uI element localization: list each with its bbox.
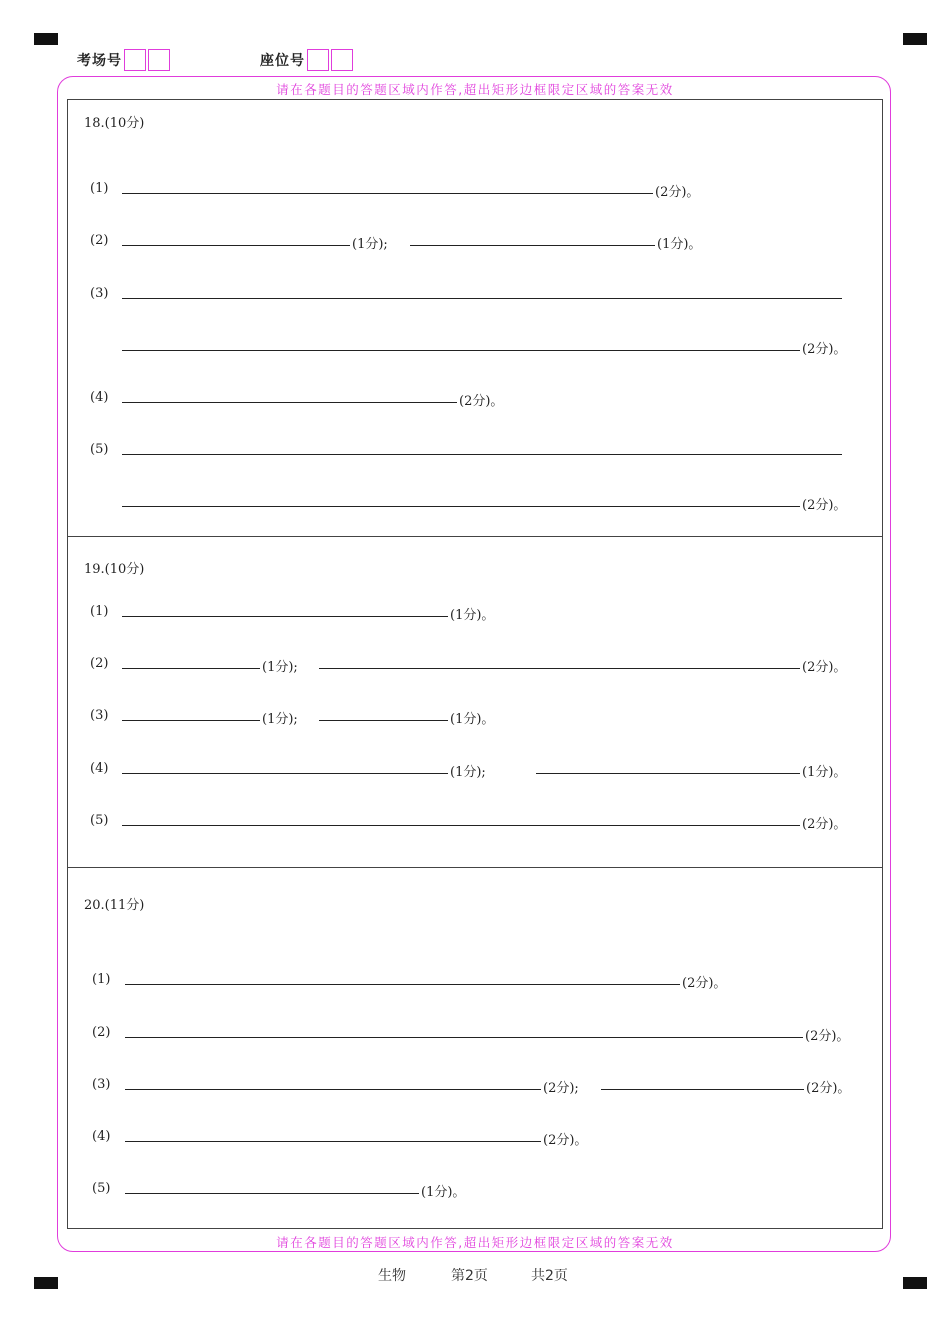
q19-sub-5-answer-line[interactable]: [122, 825, 800, 826]
q19-sub-3-score-a: (1分);: [262, 712, 298, 727]
q20-sub-5-answer-line[interactable]: [125, 1193, 419, 1194]
question-20-title: 20.(11分): [84, 898, 145, 913]
q19-sub-5-label: (5): [90, 813, 109, 828]
q19-sub-4-answer-line-a[interactable]: [122, 773, 448, 774]
q20-sub-4-score: (2分)。: [543, 1133, 588, 1148]
exam-room-label: 考场号: [77, 53, 122, 69]
q19-sub-1-answer-line[interactable]: [122, 616, 448, 617]
q20-sub-3-answer-line-a[interactable]: [125, 1089, 541, 1090]
q18-sub-1: [0, 181, 950, 199]
q18-sub-5-answer-line-2[interactable]: [122, 506, 800, 507]
q18-sub-3-cont: [0, 338, 950, 356]
seat-field: [260, 49, 353, 71]
q19-sub-2-answer-line-b[interactable]: [319, 668, 800, 669]
q18-sub-2: [0, 233, 950, 251]
q20-sub-1-answer-line[interactable]: [125, 984, 680, 985]
q18-sub-2-score-a: (1分);: [352, 237, 388, 252]
q19-sub-4-answer-line-b[interactable]: [536, 773, 800, 774]
q19-sub-2-score-b: (2分)。: [802, 660, 847, 675]
q18-sub-5-label: (5): [90, 442, 109, 457]
corner-mark-top-left: [34, 33, 58, 45]
seat-box-2[interactable]: [331, 49, 353, 71]
q20-sub-3: [0, 1077, 950, 1095]
corner-mark-bottom-right: [903, 1277, 927, 1289]
q20-sub-3-score-b: (2分)。: [806, 1081, 851, 1096]
q18-sub-4-score: (2分)。: [459, 394, 504, 409]
footer-total: 共2页: [531, 1268, 568, 1284]
seat-box-1[interactable]: [307, 49, 329, 71]
corner-mark-top-right: [903, 33, 927, 45]
q18-sub-3-score: (2分)。: [802, 342, 847, 357]
q20-sub-1-score: (2分)。: [682, 976, 727, 991]
q20-sub-4-label: (4): [92, 1129, 111, 1144]
q20-sub-2-score: (2分)。: [805, 1029, 850, 1044]
q18-sub-5-cont: [0, 494, 950, 512]
q18-sub-5-score: (2分)。: [802, 498, 847, 513]
footer-subject: 生物: [378, 1268, 406, 1284]
divider-18-19: [67, 536, 883, 537]
exam-room-field: [77, 49, 170, 71]
q20-sub-3-label: (3): [92, 1077, 111, 1092]
footer-page: 第2页: [451, 1268, 488, 1284]
q18-sub-3-label: (3): [90, 286, 109, 301]
q20-sub-2-label: (2): [92, 1025, 111, 1040]
q18-sub-3-answer-line-1[interactable]: [122, 298, 842, 299]
q20-sub-4-answer-line[interactable]: [125, 1141, 541, 1142]
q19-sub-3-answer-line-a[interactable]: [122, 720, 260, 721]
q19-sub-4: [0, 761, 950, 779]
q18-sub-3: [0, 286, 950, 304]
q19-sub-3-score-b: (1分)。: [450, 712, 495, 727]
q20-sub-5-score: (1分)。: [421, 1185, 466, 1200]
notice-bottom: 请在各题目的答题区域内作答,超出矩形边框限定区域的答案无效: [276, 1235, 674, 1250]
exam-room-box-1[interactable]: [124, 49, 146, 71]
q19-sub-4-score-a: (1分);: [450, 765, 486, 780]
q18-sub-1-answer-line[interactable]: [122, 193, 653, 194]
corner-mark-bottom-left: [34, 1277, 58, 1289]
q19-sub-5-score: (2分)。: [802, 817, 847, 832]
q18-sub-5: [0, 442, 950, 460]
q18-sub-5-answer-line-1[interactable]: [122, 454, 842, 455]
q20-sub-1-label: (1): [92, 972, 111, 987]
q19-sub-2-answer-line-a[interactable]: [122, 668, 260, 669]
q19-sub-4-label: (4): [90, 761, 109, 776]
q20-sub-2-answer-line[interactable]: [125, 1037, 803, 1038]
q19-sub-4-score-b: (1分)。: [802, 765, 847, 780]
q20-sub-1: [0, 972, 950, 990]
q19-sub-3-label: (3): [90, 708, 109, 723]
question-18-title: 18.(10分): [84, 116, 145, 131]
q18-sub-2-answer-line-a[interactable]: [122, 245, 350, 246]
q18-sub-3-answer-line-2[interactable]: [122, 350, 800, 351]
q19-sub-2-score-a: (1分);: [262, 660, 298, 675]
q20-sub-5: [0, 1181, 950, 1199]
q18-sub-4: [0, 390, 950, 408]
q18-sub-2-score-b: (1分)。: [657, 237, 702, 252]
question-19-title: 19.(10分): [84, 562, 145, 577]
exam-room-box-2[interactable]: [148, 49, 170, 71]
divider-19-20: [67, 867, 883, 868]
notice-top: 请在各题目的答题区域内作答,超出矩形边框限定区域的答案无效: [276, 82, 674, 97]
q19-sub-3: [0, 708, 950, 726]
q18-sub-1-label: (1): [90, 181, 109, 196]
q19-sub-1-label: (1): [90, 604, 109, 619]
q20-sub-5-label: (5): [92, 1181, 111, 1196]
q18-sub-4-answer-line[interactable]: [122, 402, 457, 403]
q20-sub-2: [0, 1025, 950, 1043]
q19-sub-5: [0, 813, 950, 831]
q20-sub-3-answer-line-b[interactable]: [601, 1089, 804, 1090]
q18-sub-1-score: (2分)。: [655, 185, 700, 200]
q18-sub-2-answer-line-b[interactable]: [410, 245, 655, 246]
q18-sub-4-label: (4): [90, 390, 109, 405]
q19-sub-2: [0, 656, 950, 674]
q20-sub-3-score-a: (2分);: [543, 1081, 579, 1096]
q19-sub-1: [0, 604, 950, 622]
q19-sub-1-score: (1分)。: [450, 608, 495, 623]
q19-sub-3-answer-line-b[interactable]: [319, 720, 448, 721]
q18-sub-2-label: (2): [90, 233, 109, 248]
q19-sub-2-label: (2): [90, 656, 109, 671]
q20-sub-4: [0, 1129, 950, 1147]
seat-label: 座位号: [260, 53, 305, 69]
